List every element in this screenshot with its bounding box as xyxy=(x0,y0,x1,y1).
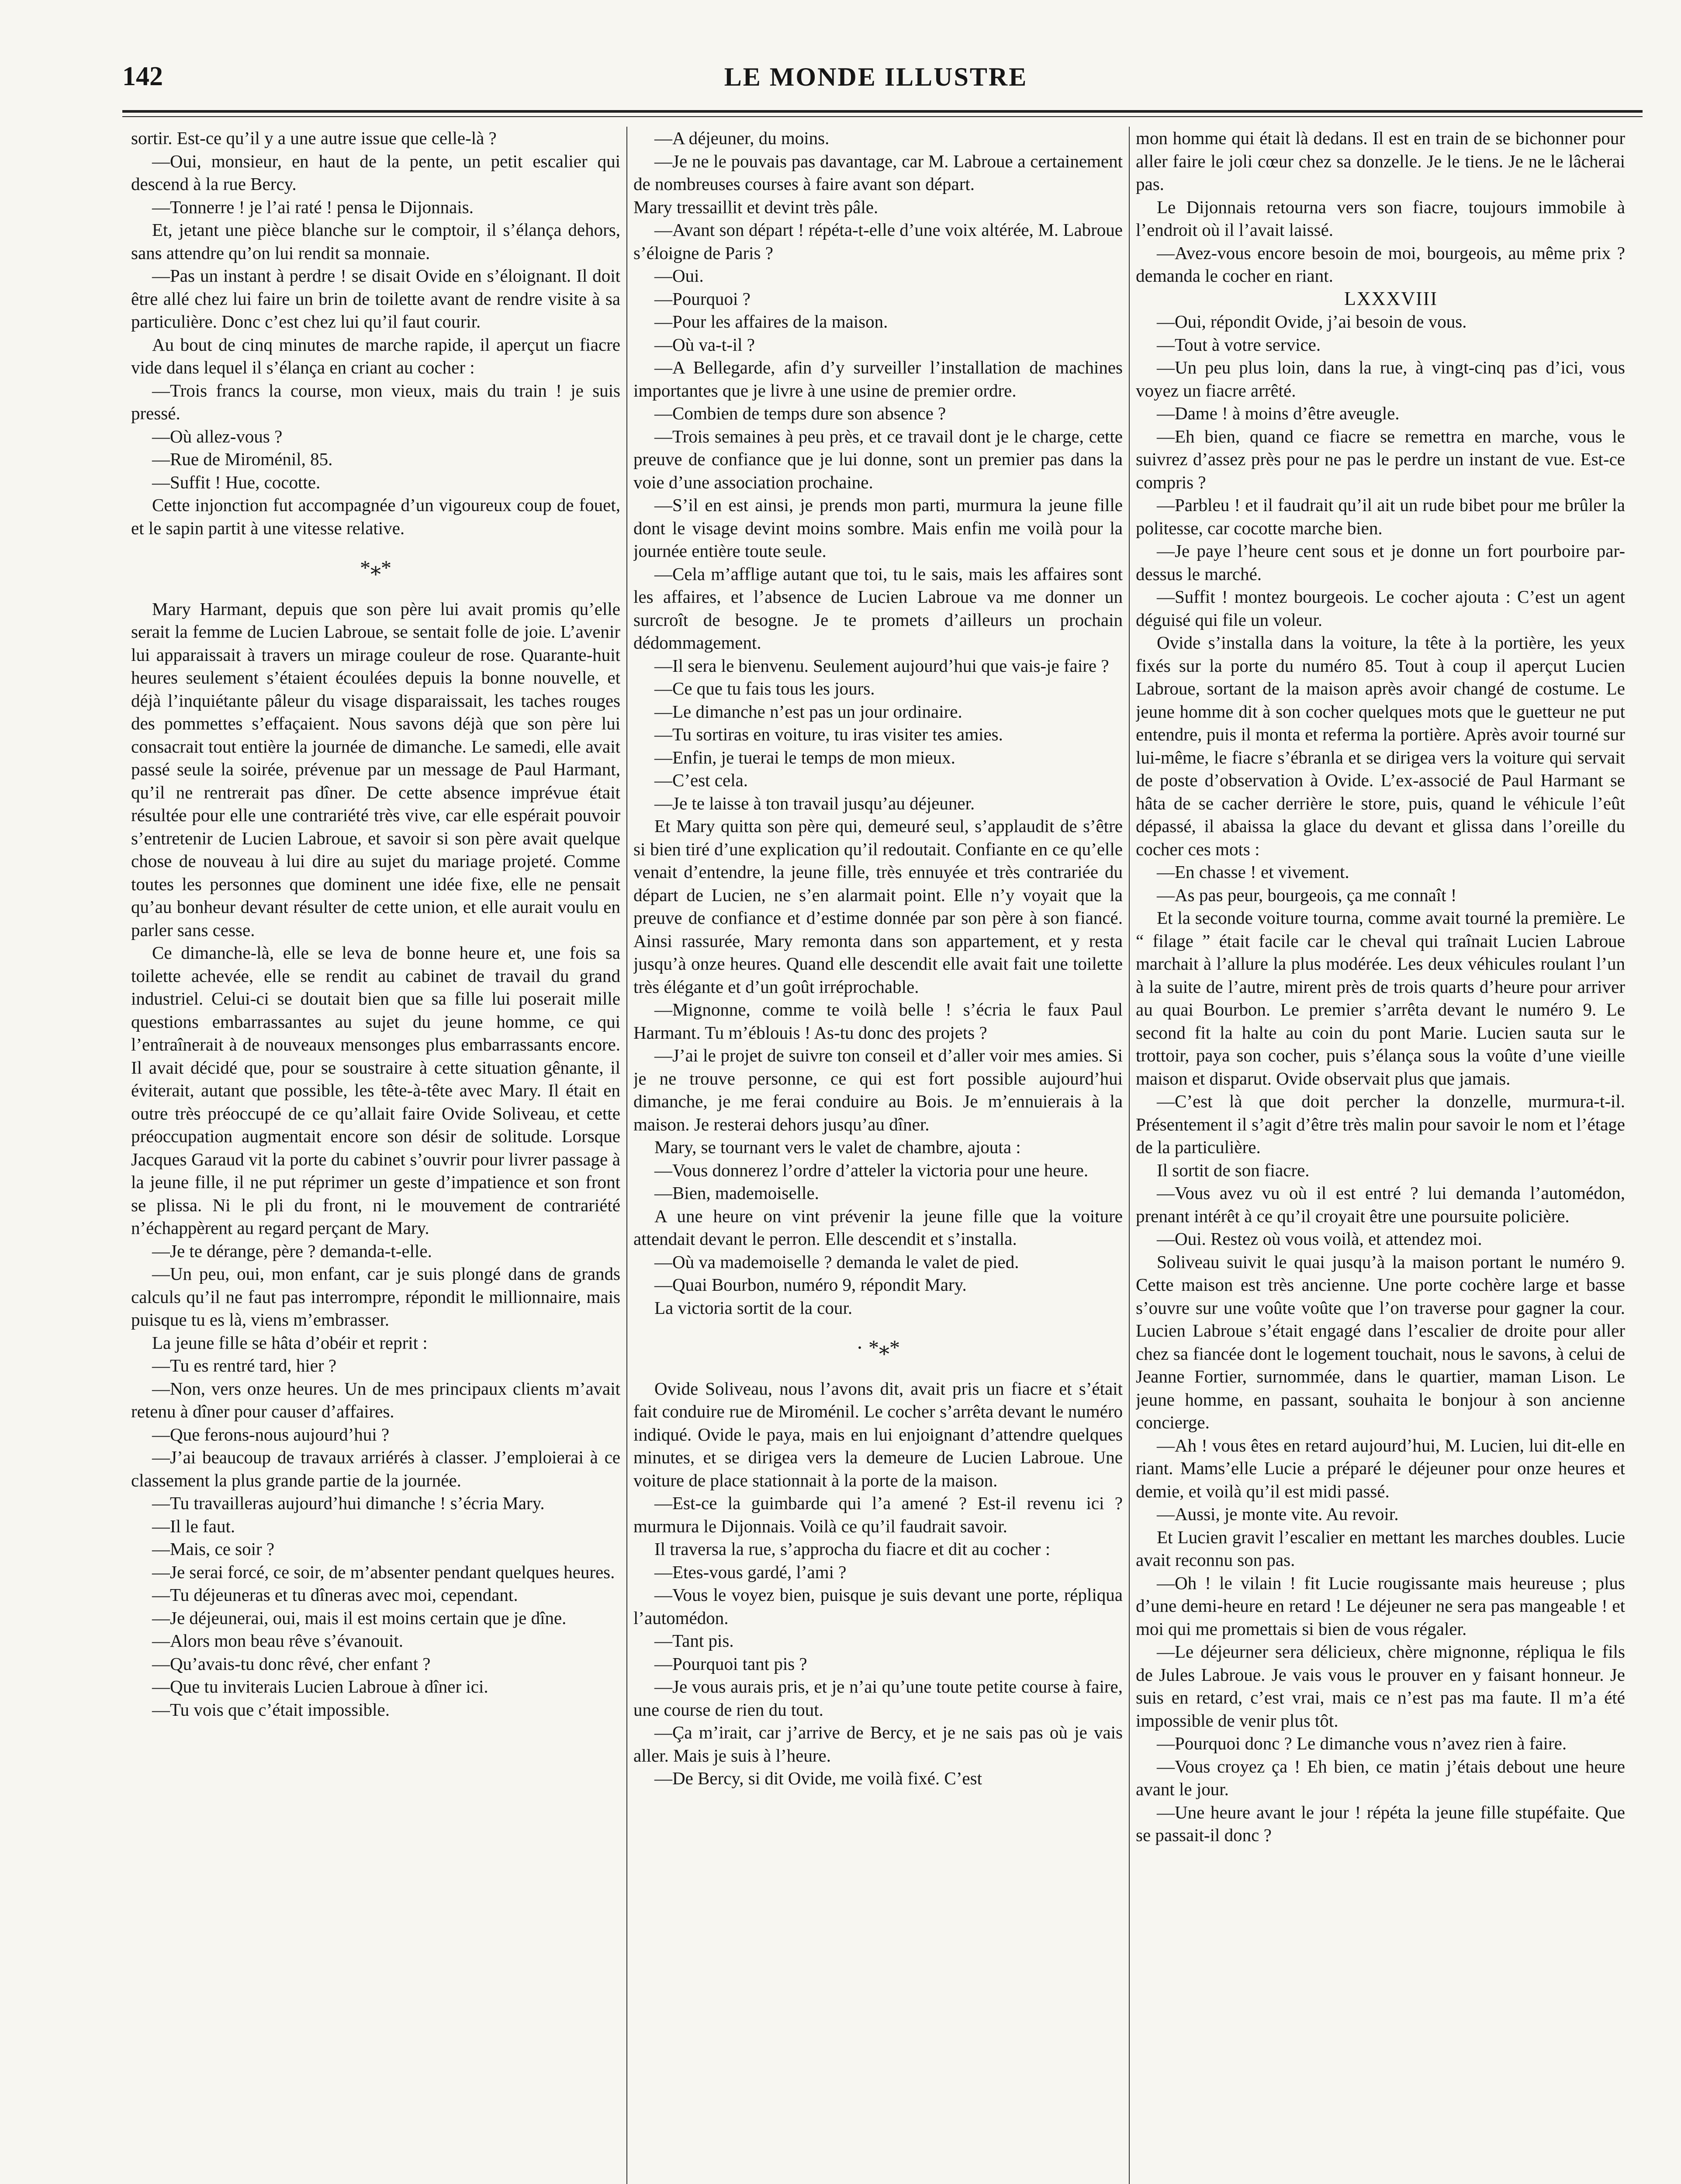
paragraph: A une heure on vint prévenir la jeune fille que la voiture attendait devant le perron. Elle descendit et s’installa. xyxy=(633,1206,1123,1249)
paragraph: —Eh bien, quand ce fiacre se remettra en marche, vous le suivrez d’assez près pour ne pas le perdre un instant de vue. Est-ce compris ? xyxy=(1136,426,1625,492)
paragraph: —A Bellegarde, afin d’y surveiller l’installation de machines importantes que je livre à une usine de premier ordre. xyxy=(633,357,1123,401)
paragraph: —Je ne le pouvais pas davantage, car M. Labroue a certainement de nombreuses courses à faire avant son départ. xyxy=(633,151,1123,194)
paragraph: —Un peu plus loin, dans la rue, à vingt-cinq pas d’ici, vous voyez un fiacre arrêté. xyxy=(1136,357,1625,401)
paragraph: —Avez-vous encore besoin de moi, bourgeois, au même prix ? demanda le cocher en riant. xyxy=(1136,242,1625,286)
paragraph: —J’ai le projet de suivre ton conseil et d’aller voir mes amies. Si je ne trouve personne, ce qui est fort possible aujourd’hui dimanche, je me ferai conduire au Bois. Je m’ennuierais à la maison. Je resterai dehors jusqu’au dîner. xyxy=(633,1045,1123,1134)
paragraph: Le Dijonnais retourna vers son fiacre, toujours immobile à l’endroit où il l’avait laissé. xyxy=(1136,197,1625,240)
paragraph: —Où va-t-il ? xyxy=(654,334,755,355)
paragraph: —Ah ! vous êtes en retard aujourd’hui, M. Lucien, lui dit-elle en riant. Mams’elle Lucie a préparé le déjeuner pour onze heures et demie, et voilà qu’il est midi passé. xyxy=(1136,1435,1625,1501)
column-1 xyxy=(131,127,620,2184)
paragraph: —Quai Bourbon, numéro 9, répondit Mary. xyxy=(654,1275,967,1295)
paragraph: —Vous donnerez l’ordre d’atteler la victoria pour une heure. xyxy=(654,1160,1089,1180)
paragraph: —Il le faut. xyxy=(152,1516,235,1536)
paragraph: —Tant pis. xyxy=(654,1631,734,1651)
paragraph: —Oui. xyxy=(654,266,704,286)
paragraph: —Pourquoi donc ? Le dimanche vous n’avez rien à faire. xyxy=(1157,1733,1567,1753)
paragraph: —Tonnerre ! je l’ai raté ! pensa le Dijonnais. xyxy=(152,197,474,217)
paragraph: —Je te laisse à ton travail jusqu’au déjeuner. xyxy=(654,793,975,813)
paragraph: Cette injonction fut accompagnée d’un vigoureux coup de fouet, et le sapin partit à une vitesse relative. xyxy=(131,495,620,538)
paragraph: Et, jetant une pièce blanche sur le comptoir, il s’élança dehors, sans attendre qu’on lui rendit sa monnaie. xyxy=(131,220,620,263)
paragraph: —Que tu inviterais Lucien Labroue à dîner ici. xyxy=(152,1676,488,1697)
column-divider xyxy=(620,127,633,2184)
paragraph: —Oui, monsieur, en haut de la pente, un petit escalier qui descend à la rue Bercy. xyxy=(131,151,620,194)
paragraph: Mary, se tournant vers le valet de chambre, ajouta : xyxy=(654,1137,1021,1157)
paragraph: —Pour les affaires de la maison. xyxy=(654,311,888,332)
paragraph: —Je te dérange, père ? demanda-t-elle. xyxy=(152,1241,432,1261)
paragraph: —Vous le voyez bien, puisque je suis devant une porte, répliqua l’automédon. xyxy=(633,1585,1123,1628)
section-break: · *⁎* xyxy=(856,1336,900,1359)
paragraph: sortir. Est-ce qu’il y a une autre issue que celle-là ? xyxy=(131,128,497,148)
page-header xyxy=(122,61,1629,109)
paragraph: —Tu sortiras en voiture, tu iras visiter tes amies. xyxy=(654,724,1003,744)
paragraph: Au bout de cinq minutes de marche rapide, il aperçut un fiacre vide dans lequel il s’élança en criant au cocher : xyxy=(131,334,620,377)
paragraph: Soliveau suivit le quai jusqu’à la maison portant le numéro 9. Cette maison est très ancienne. Une porte cochère large et basse s’ouvre sur une voûte voûte que l’on traverse pour gagner la cour. Lucien Labroue s’était engagé dans l’escalier de droite pour aller chez sa fiancée dont le logement touchait, nous le savons, à celui de Jeanne Fortier, surnommée, dans le quartier, maman Lison. Le jeune homme, en passant, souhaita le bonjour à son ancienne concierge. xyxy=(1136,1251,1625,1432)
paragraph: —A déjeuner, du moins. xyxy=(654,128,830,148)
paragraph: —Ça m’irait, car j’arrive de Bercy, et je ne sais pas où je vais aller. Mais je suis à l’heure. xyxy=(633,1722,1123,1766)
paragraph: —Tu es rentré tard, hier ? xyxy=(152,1355,337,1375)
paragraph: —Rue de Miroménil, 85. xyxy=(152,449,333,469)
paragraph: —Pourquoi ? xyxy=(654,288,751,309)
text-columns xyxy=(131,127,1625,2184)
header-rule-thin xyxy=(122,116,1643,117)
paragraph: Mary Harmant, depuis que son père lui avait promis qu’elle serait la femme de Lucien Labroue, se sentait folle de joie. L’avenir lui apparaissait à travers un mirage couleur de rose. Quarante-huit heures seulement s’étaient écoulées depuis la bonne nouvelle, et déjà l’inquiétante pâleur du visage disparaissait, les taches rouges des pommettes s’effaçaient. Nous savons déjà que son père lui consacrait tout entière la journée de dimanche. Le samedi, elle avait passé seule la soirée, prévenue par un message de Paul Harmant, qu’il ne rentrerait pas dîner. De cette absence imprévue était résultée pour elle une contrariété très vive, car elle espérait pouvoir s’entretenir de Lucien Labroue, et savoir si son père avait quelque chose de nouveau à lui dire au sujet du mariage projeté. Comme toutes les personnes que dominent une idée fixe, elle ne pensait qu’au bonheur devant résulter de cette union, et elle aurait voulu en parler sans cesse. xyxy=(131,598,620,940)
paragraph: Et Mary quitta son père qui, demeuré seul, s’applaudit de s’être si bien tiré d’une explication qu’il redoutait. Confiante en ce qu’elle venait d’entendre, la jeune fille, très ennuyée et très contrariée du départ de Lucien, ne s’en alarmait point. Elle n’y voyait que la preuve de confiance et d’estime donnée par son père à son fiancé. Ainsi rassurée, Mary remonta dans son appartement, et y resta jusqu’à onze heures. Quand elle descendit elle avait fait une toilette très élégante et d’un goût irréprochable. xyxy=(633,816,1123,997)
paragraph: —Vous avez vu où il est entré ? lui demanda l’automédon, prenant intérêt à ce qu’il croyait être une poursuite policière. xyxy=(1136,1183,1625,1226)
paragraph: —Tout à votre service. xyxy=(1157,334,1321,355)
paragraph: —Trois semaines à peu près, et ce travail dont je le charge, cette preuve de confiance que je lui donne, sont un premier pas dans la voie d’une association prochaine. xyxy=(633,426,1123,492)
paragraph: —Il sera le bienvenu. Seulement aujourd’hui que vais-je faire ? xyxy=(654,655,1109,676)
paragraph: —Je vous aurais pris, et je n’ai qu’une toute petite course à faire, une course de rien du tout. xyxy=(633,1676,1123,1720)
section-break: *⁎* xyxy=(360,556,391,580)
column-divider xyxy=(1123,127,1136,2184)
paragraph: —S’il en est ainsi, je prends mon parti, murmura la jeune fille dont le visage devint moins sombre. Mais enfin me voilà pour la journée entière toute seule. xyxy=(633,495,1123,561)
paragraph: —Suffit ! montez bourgeois. Le cocher ajouta : C’est un agent déguisé qui file un voleur. xyxy=(1136,587,1625,630)
paragraph: —Où allez-vous ? xyxy=(152,426,283,446)
paragraph: Mary tressaillit et devint très pâle. xyxy=(633,197,879,217)
paragraph: —Un peu, oui, mon enfant, car je suis plongé dans de grands calculs qu’il ne faut pas interrompre, répondit le millionnaire, mais puisque tu es là, viens m’embrasser. xyxy=(131,1264,620,1330)
paragraph: La victoria sortit de la cour. xyxy=(654,1297,853,1318)
column-3 xyxy=(1136,127,1625,2184)
paragraph: —Que ferons-nous aujourd’hui ? xyxy=(152,1424,390,1444)
paragraph: —Non, vers onze heures. Un de mes principaux clients m’avait retenu à dîner pour causer d’affaires. xyxy=(131,1378,620,1421)
paragraph: mon homme qui était là dedans. Il est en train de se bichonner pour aller faire le joli cœur chez sa donzelle. Je le tiens. Je ne le lâcherai pas. xyxy=(1136,128,1625,194)
paragraph: —Oh ! le vilain ! fit Lucie rougissante mais heureuse ; plus d’une demi-heure en retard ! Le déjeuner ne sera pas mangeable ! et moi qui me promettais si bien de vous régaler. xyxy=(1136,1572,1625,1639)
paragraph: Et Lucien gravit l’escalier en mettant les marches doubles. Lucie avait reconnu son pas. xyxy=(1136,1527,1625,1570)
paragraph: —Aussi, je monte vite. Au revoir. xyxy=(1157,1504,1399,1524)
column-2 xyxy=(633,127,1123,2184)
paragraph: —Je serai forcé, ce soir, de m’absenter pendant quelques heures. xyxy=(152,1562,615,1582)
paragraph: —Tu travailleras aujourd’hui dimanche ! s’écria Mary. xyxy=(152,1493,545,1513)
paragraph: Il traversa la rue, s’approcha du fiacre et dit au cocher : xyxy=(654,1539,1051,1559)
paragraph: —As pas peur, bourgeois, ça me connaît ! xyxy=(1157,885,1457,905)
paragraph: —Mignonne, comme te voilà belle ! s’écria le faux Paul Harmant. Tu m’éblouis ! As-tu donc des projets ? xyxy=(633,999,1123,1043)
header-rule-thick xyxy=(122,110,1643,113)
paragraph: —Oui, répondit Ovide, j’ai besoin de vous. xyxy=(1157,311,1467,332)
paragraph: —Avant son départ ! répéta-t-elle d’une voix altérée, M. Labroue s’éloigne de Paris ? xyxy=(633,220,1123,263)
paragraph: —Le déjeurner sera délicieux, chère mignonne, répliqua le fils de Jules Labroue. Je vais vous le prouver en y faisant honneur. Je suis en retard, c’est vrai, mais ce n’est pas ma faute. Il m’a été impossible de venir plus tôt. xyxy=(1136,1641,1625,1731)
paragraph: —Tu vois que c’était impossible. xyxy=(152,1699,390,1720)
paragraph: —Oui. Restez où vous voilà, et attendez moi. xyxy=(1157,1229,1482,1249)
paragraph: La jeune fille se hâta d’obéir et reprit : xyxy=(152,1332,428,1353)
paragraph: —Alors mon beau rêve s’évanouit. xyxy=(152,1631,403,1651)
page-number: 142 xyxy=(122,62,163,91)
paragraph: —C’est cela. xyxy=(654,770,748,790)
paragraph: —Bien, mademoiselle. xyxy=(654,1183,819,1203)
paragraph: —Pas un instant à perdre ! se disait Ovide en s’éloignant. Il doit être allé chez lui faire un brin de toilette avant de rendre visite à sa particulière. Donc c’est chez lui qu’il faut courir. xyxy=(131,266,620,332)
paragraph: —C’est là que doit percher la donzelle, murmura-t-il. Présentement il s’agit d’être très malin pour savoir le nom et l’étage de la particulière. xyxy=(1136,1091,1625,1157)
paragraph: —Suffit ! Hue, cocotte. xyxy=(152,472,321,492)
paragraph: —Tu déjeuneras et tu dîneras avec moi, cependant. xyxy=(152,1585,518,1605)
paragraph: —Dame ! à moins d’être aveugle. xyxy=(1157,403,1400,423)
paragraph: —Ce que tu fais tous les jours. xyxy=(654,678,875,698)
paragraph: Et la seconde voiture tourna, comme avait tourné la première. Le “ filage ” était facile car le cheval qui traînait Lucien Labroue marchait à l’allure la plus modérée. Les deux véhicules roulant l’un à la suite de l’autre, mirent près de trois quarts d’heure pour arriver au quai Bourbon. Le premier s’arrêta devant le numéro 9. Le second fit la halte au coin du pont Marie. Lucien sauta sur le trottoir, paya son cocher, puis s’élança sous la voûte d’une vieille maison et disparut. Ovide observait plus que jamais. xyxy=(1136,908,1625,1089)
paragraph: —Je déjeunerai, oui, mais il est moins certain que je dîne. xyxy=(152,1607,567,1628)
paragraph: —Est-ce la guimbarde qui l’a amené ? Est-il revenu ici ? murmura le Dijonnais. Voilà ce qu’il faudrait savoir. xyxy=(633,1493,1123,1536)
paragraph: —Je paye l’heure cent sous et je donne un fort pourboire par-dessus le marché. xyxy=(1136,541,1625,584)
paragraph: Ovide s’installa dans la voiture, la tête à la portière, les yeux fixés sur la porte du numéro 85. Tout à coup il aperçut Lucien Labroue, sortant de la maison après avoir changé de costume. Le jeune homme dit à son cocher quelques mots que le guetteur ne put entendre, puis il monta et referma la portière. Après avoir tourné sur lui-même, le fiacre s’ébranla et se dirigea vers la voiture qui servait de poste d’observation à Ovide. L’ex-associé de Paul Harmant se hâta de se cacher derrière le store, puis, quand le véhicule l’eût dépassé, il abaissa la glace du devant et glissa dans l’oreille du cocher ces mots : xyxy=(1136,632,1625,859)
paragraph: —Pourquoi tant pis ? xyxy=(654,1653,807,1674)
paragraph: —En chasse ! et vivement. xyxy=(1157,862,1349,882)
paragraph: —Qu’avais-tu donc rêvé, cher enfant ? xyxy=(152,1653,431,1674)
paragraph: Il sortit de son fiacre. xyxy=(1157,1160,1310,1180)
journal-title: LE MONDE ILLUSTRE xyxy=(724,62,1028,91)
paragraph: Ce dimanche-là, elle se leva de bonne heure et, une fois sa toilette achevée, elle se rendit au cabinet de travail du grand industriel. Celui-ci se doutait bien que sa fille lui poserait mille questions embarrassantes au sujet du jeune homme, ce qui l’entraînerait à de nouveaux mensonges plus embarrassants encore. Il avait décidé que, pour se soustraire à cette situation gênante, il éviterait, autant que possible, les tête-à-tête avec Mary. Il était en outre très préoccupé de ce qu’allait faire Ovide Soliveau, et cette préoccupation augmentait encore son désir de solitude. Lorsque Jacques Garaud vit la porte du cabinet s’ouvrir pour livrer passage à la jeune fille, il ne put réprimer un geste d’impatience et son front se plissa. Ni le pli du front, ni le mouvement de contrariété n’échappèrent au regard perçant de Mary. xyxy=(131,943,620,1238)
paragraph: —J’ai beaucoup de travaux arriérés à classer. J’emploierai à ce classement la plus grande partie de la journée. xyxy=(131,1447,620,1490)
paragraph: —Parbleu ! et il faudrait qu’il ait un rude bibet pour me brûler la politesse, car cocotte marche bien. xyxy=(1136,495,1625,538)
paragraph: —De Bercy, si dit Ovide, me voilà fixé. C’est xyxy=(654,1768,982,1788)
paragraph: —Etes-vous gardé, l’ami ? xyxy=(654,1562,847,1582)
paragraph: Ovide Soliveau, nous l’avons dit, avait pris un fiacre et s’était fait conduire rue de Miroménil. Le cocher s’arrêta devant le numéro indiqué. Ovide le paya, mais en lui enjoignant d’attendre quelques minutes, et se dirigea vers la demeure de Lucien Labroue. Une voiture de place stationnait à la porte de la maison. xyxy=(633,1378,1123,1490)
paragraph: —Combien de temps dure son absence ? xyxy=(654,403,946,423)
paragraph: —Enfin, je tuerai le temps de mon mieux. xyxy=(654,747,955,767)
chapter-heading: LXXXVIII xyxy=(1344,287,1438,309)
paragraph: —Cela m’afflige autant que toi, tu le sais, mais les affaires sont les affaires, et l’absence de Lucien Labroue va me donner un surcroît de besogne. Je te promets d’ailleurs un prochain dédommagement. xyxy=(633,563,1123,653)
paragraph: —Le dimanche n’est pas un jour ordinaire. xyxy=(654,701,962,722)
paragraph: —Mais, ce soir ? xyxy=(152,1539,275,1559)
paragraph: —Une heure avant le jour ! répéta la jeune fille stupéfaite. Que se passait-il donc ? xyxy=(1136,1802,1625,1845)
paragraph: —Vous croyez ça ! Eh bien, ce matin j’étais debout une heure avant le jour. xyxy=(1136,1756,1625,1799)
paragraph: —Trois francs la course, mon vieux, mais du train ! je suis pressé. xyxy=(131,380,620,423)
paragraph: —Où va mademoiselle ? demanda le valet de pied. xyxy=(654,1251,1019,1272)
